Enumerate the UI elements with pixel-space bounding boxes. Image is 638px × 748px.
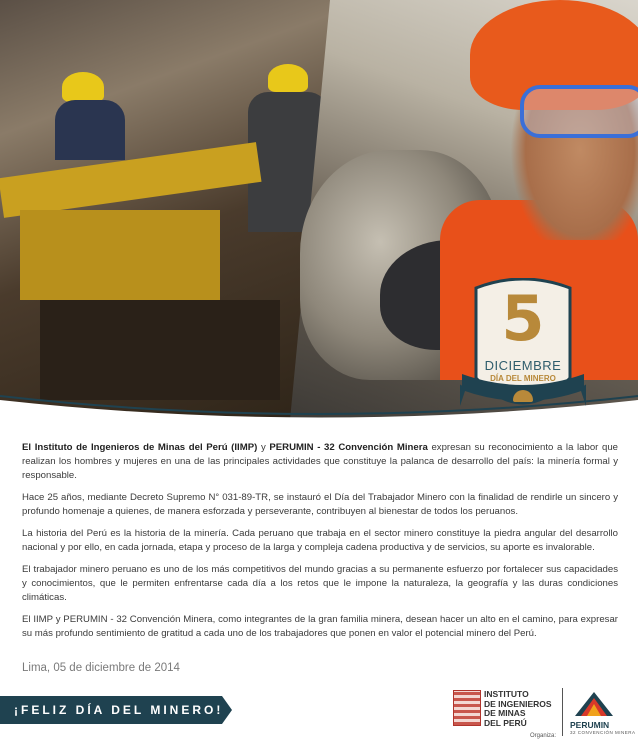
miner-helmet-icon (268, 64, 308, 92)
letter-body (22, 441, 618, 649)
perumin-name: PERUMIN (570, 720, 610, 730)
drill-rig (0, 142, 262, 218)
date-line: Lima, 05 de diciembre de 2014 (22, 662, 180, 674)
miner-helmet-icon (62, 72, 104, 102)
org-iimp: El Instituto de Ingenieros de Minas del Perú (IIMP) (22, 442, 258, 453)
paragraph-gratitude: El IIMP y PERUMIN - 32 Convención Minera, como integrantes de la gran familia minera, desean hacer un alto en el camino, para expresar su más profundo sentimiento de gratitud a cada uno de los trabajadores que ponen en valor el potencial minero del Perú. (22, 614, 618, 639)
perumin-logo-icon (573, 690, 615, 718)
underground-miners-photo (0, 0, 330, 420)
iimp-name (484, 690, 552, 728)
iimp-line: DEL PERÚ (484, 717, 527, 728)
logo-separator (562, 688, 563, 736)
paragraph-intro (22, 441, 618, 483)
paragraph-history: La historia del Perú es la historia de la minería. Cada peruano que trabaja en el sector minero constituye la piedra angular del desarrollo nacional y por ello, en cada jornada, etapa y proceso de la larga y compleja cadena productiva y de servicios, su aporte es invalorable. (22, 528, 618, 553)
iimp-line: DE MINAS (484, 708, 526, 718)
banner-tail (222, 696, 232, 724)
badge-day-number: 5 (501, 282, 545, 355)
perumin-subtitle: 32 CONVENCIÓN MINERA (570, 730, 636, 735)
paragraph-decree: Hace 25 años, mediante Decreto Supremo N° 031-89-TR, se instauró el Día del Trabajador Minero con la finalidad de rendirle un sincero y profundo homenaje a quienes, de manera esforzada y perseverante, contribuyen al bienestar de todos los peruanos. (22, 492, 618, 517)
badge-month: DICIEMBRE (484, 358, 562, 373)
miner-body (55, 100, 125, 160)
organiza-label: Organiza: (530, 733, 557, 739)
iimp-line: INSTITUTO (484, 689, 529, 699)
iimp-line: DE INGENIEROS (484, 698, 552, 709)
day-badge (460, 278, 586, 428)
connector: y (257, 442, 270, 453)
iimp-logo-icon (453, 690, 481, 726)
org-perumin: PERUMIN - 32 Convención Minera (269, 442, 428, 453)
badge-subtitle: DÍA DEL MINERO (490, 374, 556, 383)
safety-goggles-icon (520, 85, 638, 138)
greeting-text: ¡FELIZ DÍA DEL MINERO! (14, 703, 224, 717)
drill-rig-base (20, 210, 220, 300)
paragraph-competitive: El trabajador minero peruano es uno de los más competitivos del mundo gracias a su permanente esfuerzo por fortalecer sus capacidades y conocimientos, que le permiten enfrentarse cada día a los retos que le impone la naturaleza, la geografía y las duras condiciones climáticas. (22, 564, 618, 603)
intro-rest: expresan su reconocimiento a la labor que realizan los hombres y mujeres en una de las principales actividades que constituye la palanca de desarrollo del país: la minería formal y responsable. (22, 442, 618, 481)
